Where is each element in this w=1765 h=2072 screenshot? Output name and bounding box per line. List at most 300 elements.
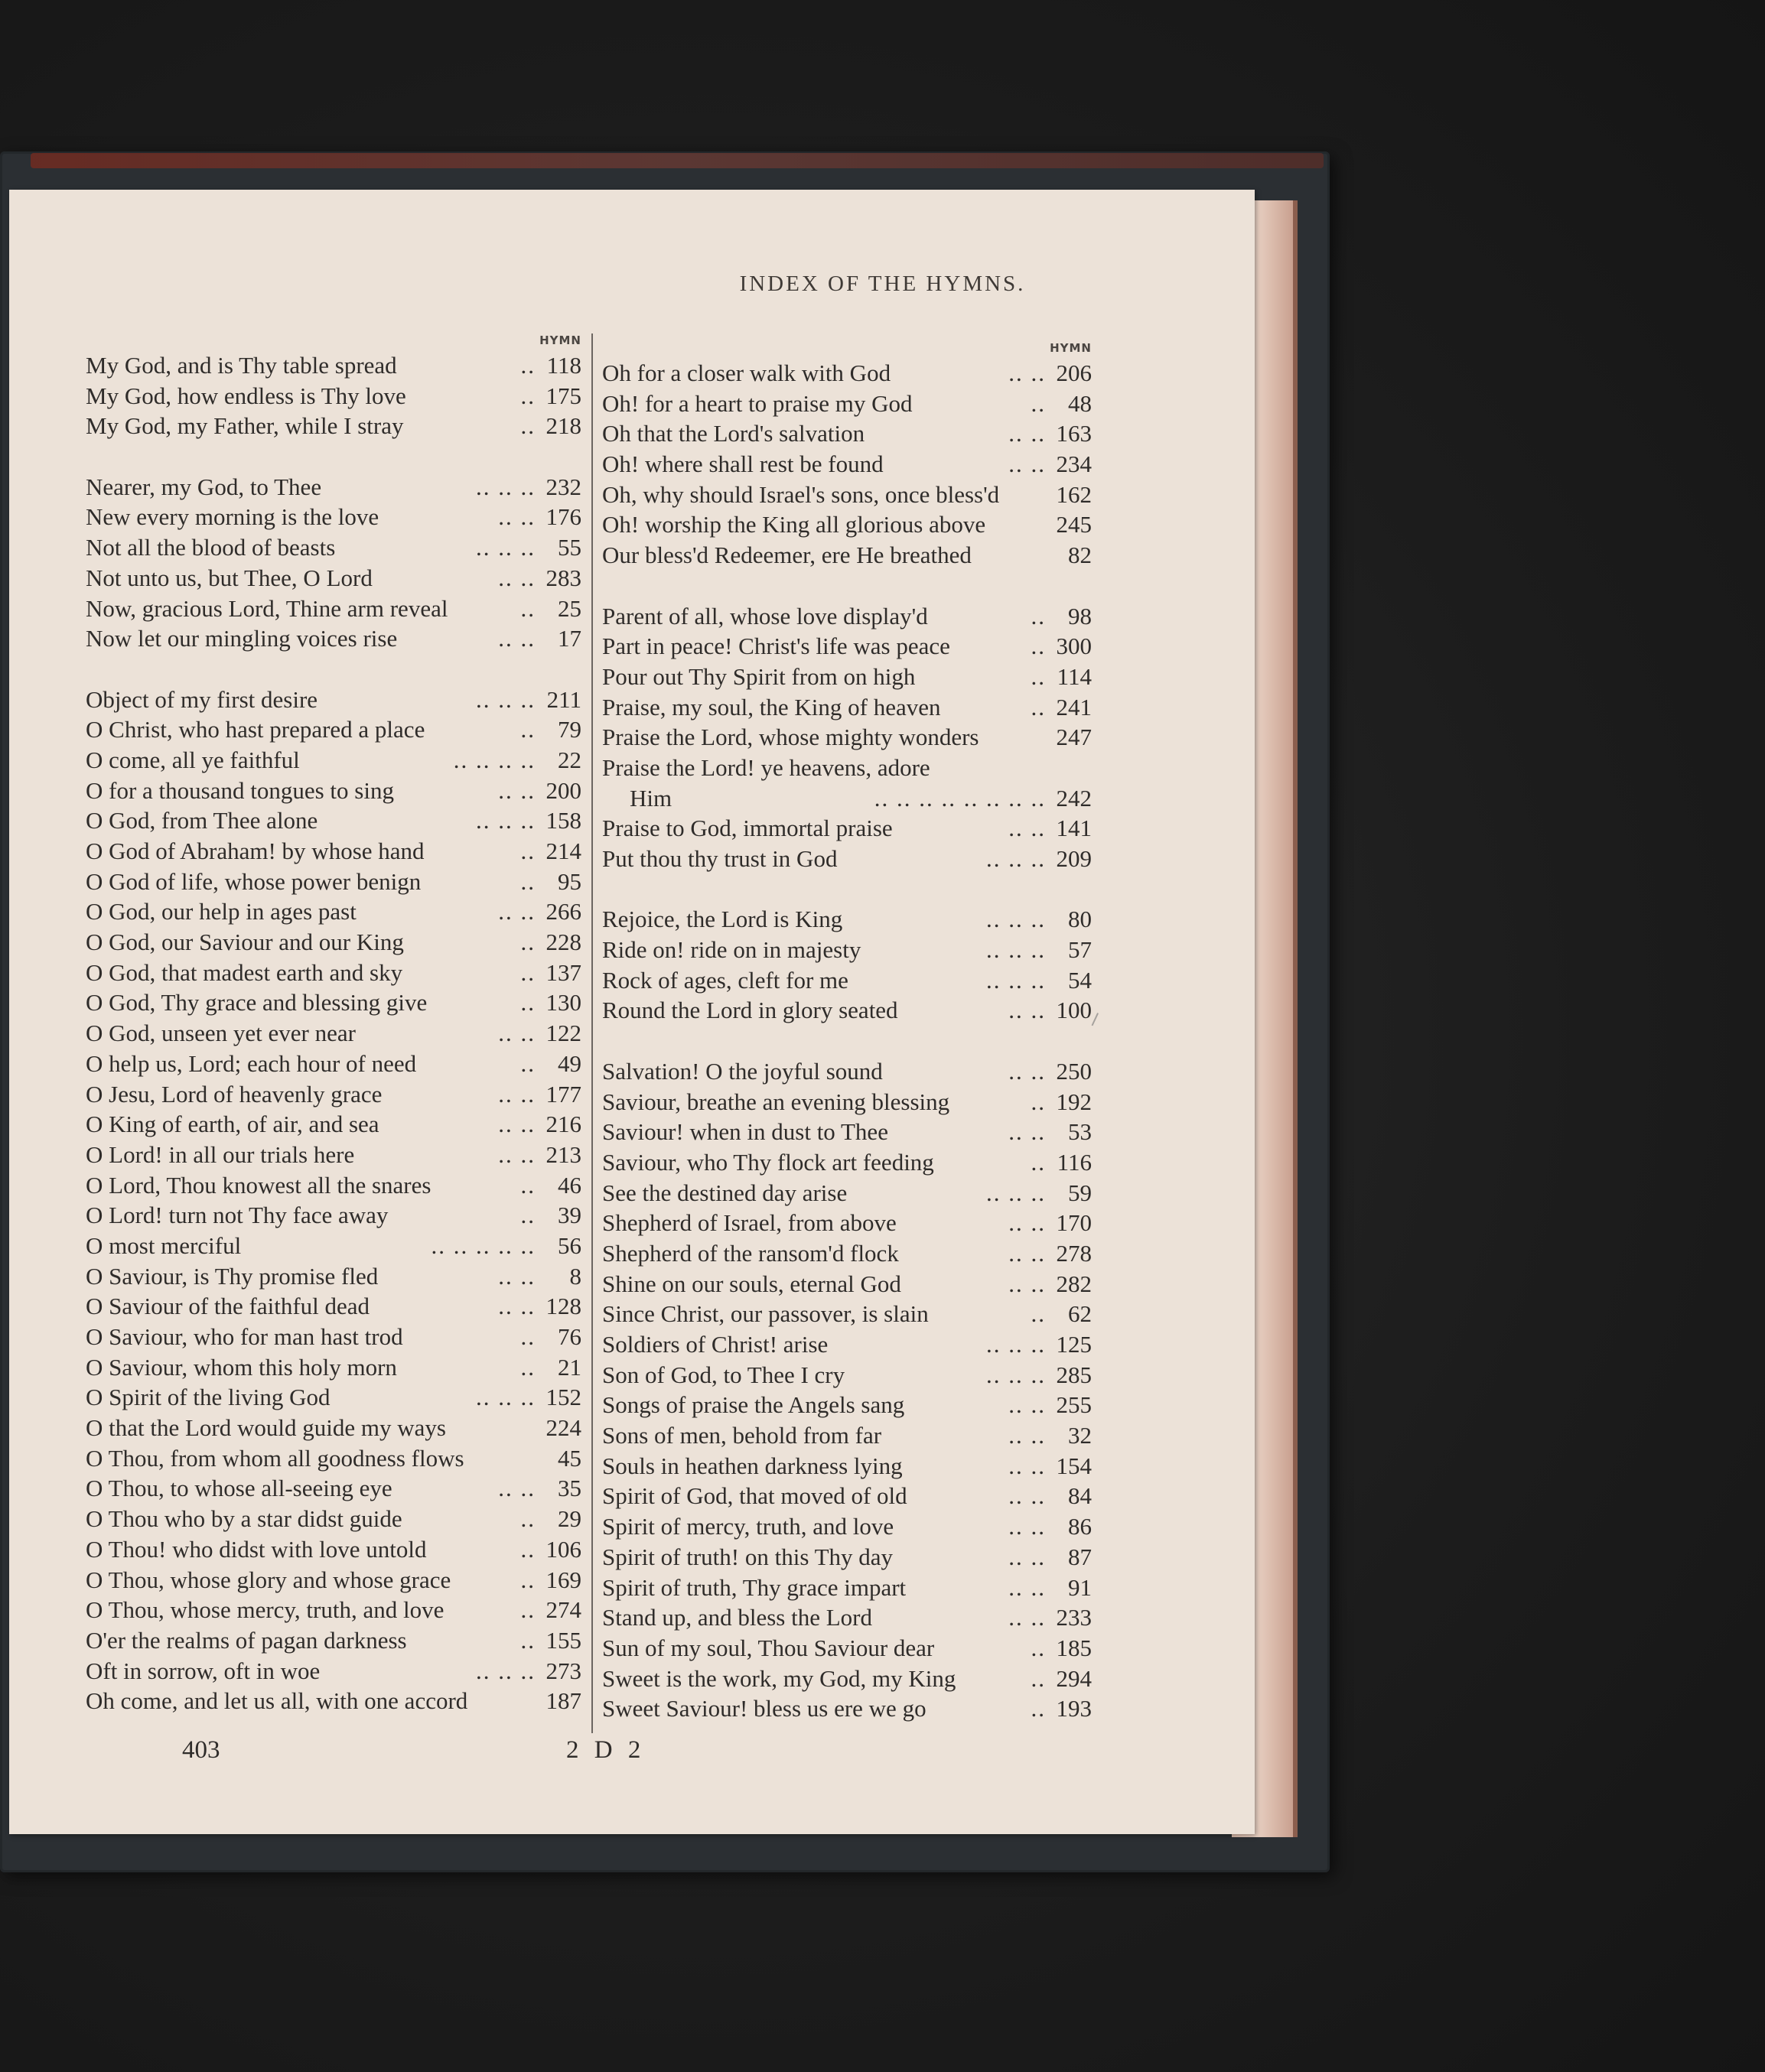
leader-dots: .. <box>520 838 536 864</box>
index-entry <box>86 1261 581 1292</box>
leader-dots: .. .. .. <box>986 1179 1046 1206</box>
hymn-number: 100 <box>1056 997 1092 1024</box>
hymn-title: Son of God, to Thee I cry <box>602 1361 845 1388</box>
hymn-title: O God, from Thee alone <box>86 807 318 834</box>
hymn-number: 245 <box>1056 511 1092 538</box>
index-entry <box>602 692 1092 723</box>
hymn-number: 76 <box>558 1323 581 1350</box>
index-entry <box>602 358 1092 389</box>
index-entry <box>86 1200 581 1231</box>
hymn-title: Salvation! O the joyful sound <box>602 1057 883 1085</box>
index-entry <box>86 1018 581 1049</box>
hymn-number: 125 <box>1056 1331 1092 1358</box>
hymn-number: 141 <box>1056 815 1092 842</box>
leader-dots: .. .. .. <box>986 1331 1046 1358</box>
index-entry <box>86 594 581 624</box>
leader-dots: .. .. .. .. .. .. .. .. <box>874 784 1046 812</box>
leader-dots: .. <box>1031 1300 1046 1328</box>
hymn-number: 39 <box>558 1202 581 1229</box>
hymn-number: 154 <box>1056 1452 1092 1479</box>
hymn-title: Object of my first desire <box>86 685 318 713</box>
leader-dots: .. <box>520 412 536 440</box>
hymn-number: 106 <box>545 1535 581 1563</box>
hymn-title: O Saviour of the faithful dead <box>86 1293 370 1320</box>
hymn-number: 114 <box>1057 662 1092 690</box>
hymn-number: 209 <box>1056 845 1092 872</box>
index-entry <box>602 1573 1092 1603</box>
leader-dots: .. .. <box>498 564 536 591</box>
hymn-title: Saviour! when in dust to Thee <box>602 1118 888 1146</box>
hymn-title: Sons of men, behold from far <box>602 1422 882 1449</box>
index-entry <box>86 1656 581 1687</box>
leader-dots: .. .. <box>1008 359 1046 386</box>
leader-dots: .. <box>520 1353 536 1381</box>
signature-mark: 2 D 2 <box>566 1736 646 1764</box>
index-entry <box>602 1542 1092 1573</box>
index-entry <box>602 509 1092 540</box>
leader-dots: .. <box>1031 662 1046 690</box>
hymn-title: Our bless'd Redeemer, ere He breathed <box>602 542 972 569</box>
hymn-title: My God, my Father, while I stray <box>86 412 404 440</box>
hymn-number: 242 <box>1056 784 1092 812</box>
hymn-number: 247 <box>1056 724 1092 751</box>
index-entry <box>602 1329 1092 1360</box>
leader-dots: .. <box>520 1535 536 1563</box>
leader-dots: .. .. .. <box>476 1657 536 1684</box>
index-entry <box>86 502 581 532</box>
hymn-title: O Thou! who didst with love untold <box>86 1535 427 1563</box>
index-entry <box>602 1602 1092 1633</box>
leader-dots: .. <box>1031 1695 1046 1722</box>
index-entry <box>602 935 1092 965</box>
leader-dots: .. <box>520 382 536 409</box>
hymn-title: O Thou, whose glory and whose grace <box>86 1566 451 1593</box>
hymn-title: Oft in sorrow, oft in woe <box>86 1657 321 1684</box>
index-entry <box>86 350 581 381</box>
hymn-title: My God, and is Thy table spread <box>86 352 397 379</box>
leader-dots: .. .. <box>498 1140 536 1168</box>
hymn-title: O King of earth, of air, and sea <box>86 1111 379 1138</box>
leader-dots: .. .. <box>1008 451 1046 478</box>
index-entry <box>602 1481 1092 1511</box>
hymn-title: Saviour, breathe an evening blessing <box>602 1088 950 1115</box>
hymn-number: 48 <box>1068 389 1092 417</box>
hymn-number: 294 <box>1056 1664 1092 1692</box>
hymn-number: 79 <box>558 716 581 743</box>
hymn-number: 54 <box>1068 966 1092 994</box>
leader-dots: .. .. .. <box>986 845 1046 872</box>
index-entry <box>602 1360 1092 1391</box>
index-entry <box>602 813 1092 844</box>
index-entry <box>86 1291 581 1322</box>
hymn-number: 158 <box>545 807 581 834</box>
hymn-title: O God, Thy grace and blessing give <box>86 989 428 1016</box>
hymn-title: Part in peace! Christ's life was peace <box>602 633 950 660</box>
leader-dots: .. .. <box>1008 1513 1046 1540</box>
leader-dots: .. .. <box>1008 1604 1046 1631</box>
right-index-list <box>602 358 1092 1724</box>
hymn-title: Oh! for a heart to praise my God <box>602 389 913 417</box>
index-entry <box>602 965 1092 996</box>
column-heading: HYMN <box>1050 341 1092 355</box>
hymn-title: O Saviour, is Thy promise fled <box>86 1262 379 1290</box>
index-entry <box>86 1565 581 1595</box>
page-number: 403 <box>182 1736 220 1764</box>
hymn-title: Praise, my soul, the King of heaven <box>602 693 941 720</box>
index-entry <box>602 1390 1092 1420</box>
index-entry <box>86 1625 581 1656</box>
index-entry <box>86 1473 581 1504</box>
leader-dots: .. .. <box>1008 1543 1046 1570</box>
leader-dots: .. .. <box>498 1111 536 1138</box>
leader-dots: .. .. <box>1008 1209 1046 1237</box>
hymn-number: 35 <box>558 1475 581 1502</box>
hymn-number: 56 <box>558 1231 581 1259</box>
hymn-title: Rejoice, the Lord is King <box>602 906 843 933</box>
hymn-number: 86 <box>1068 1513 1092 1540</box>
leader-dots: .. <box>1031 389 1046 417</box>
index-entry <box>602 1056 1092 1087</box>
index-entry <box>86 1413 581 1443</box>
index-entry <box>86 836 581 867</box>
hymn-title: Pour out Thy Spirit from on high <box>602 662 916 690</box>
index-entry <box>86 1443 581 1474</box>
hymn-number: 273 <box>545 1657 581 1684</box>
hymn-title: Spirit of truth, Thy grace impart <box>602 1573 907 1601</box>
hymn-number: 228 <box>545 929 581 956</box>
hymn-title: Round the Lord in glory seated <box>602 997 898 1024</box>
leader-dots: .. <box>1031 1148 1046 1176</box>
index-entry <box>602 995 1092 1026</box>
hymn-title: O Thou who by a star didst guide <box>86 1505 402 1533</box>
hymn-number: 98 <box>1068 602 1092 629</box>
leader-dots: .. .. .. <box>986 906 1046 933</box>
hymn-number: 84 <box>1068 1482 1092 1510</box>
leader-dots: .. <box>520 1505 536 1533</box>
hymn-number: 233 <box>1056 1604 1092 1631</box>
leader-dots: .. <box>520 867 536 895</box>
leader-dots: .. .. <box>1008 1118 1046 1146</box>
leader-dots: .. .. <box>498 1293 536 1320</box>
index-entry <box>602 389 1092 419</box>
hymn-title: Now, gracious Lord, Thine arm reveal <box>86 594 448 622</box>
index-entry <box>602 631 1092 662</box>
hymn-title: O God, our Saviour and our King <box>86 929 404 956</box>
index-entry <box>86 623 581 654</box>
leader-dots: .. <box>1031 602 1046 629</box>
index-entry <box>86 745 581 776</box>
hymn-number: 49 <box>558 1049 581 1077</box>
leader-dots: .. <box>520 1323 536 1350</box>
leader-dots: .. .. <box>498 1475 536 1502</box>
hymn-number: 206 <box>1056 359 1092 386</box>
index-entry <box>602 1087 1092 1117</box>
index-entry <box>86 1231 581 1261</box>
hymn-title: O Lord, Thou knowest all the snares <box>86 1171 431 1199</box>
leader-dots: .. .. <box>1008 1239 1046 1267</box>
hymn-number: 8 <box>569 1262 581 1290</box>
hymn-number: 255 <box>1056 1391 1092 1419</box>
index-entry <box>602 1664 1092 1694</box>
leader-dots: .. <box>520 958 536 986</box>
hymn-title: O'er the realms of pagan darkness <box>86 1626 407 1654</box>
hymn-title: O Saviour, who for man hast trod <box>86 1323 403 1350</box>
leader-dots: .. <box>520 1566 536 1593</box>
index-entry <box>602 449 1092 480</box>
page-header: INDEX OF THE HYMNS. <box>739 272 1026 296</box>
hymn-title: O Thou, whose mercy, truth, and love <box>86 1596 445 1624</box>
hymn-title: Praise to God, immortal praise <box>602 815 893 842</box>
leader-dots: .. <box>520 1202 536 1229</box>
hymn-title: O help us, Lord; each hour of need <box>86 1049 417 1077</box>
index-entry <box>86 1686 581 1716</box>
hymn-title: O Thou, to whose all-seeing eye <box>86 1475 392 1502</box>
hymn-number: 152 <box>545 1384 581 1411</box>
hymn-number: 185 <box>1056 1634 1092 1661</box>
index-entry <box>86 411 581 441</box>
hymn-title: O that the Lord would guide my ways <box>86 1414 446 1442</box>
hymn-title: O God of Abraham! by whose hand <box>86 838 425 864</box>
hymn-number: 274 <box>545 1596 581 1624</box>
leader-dots: .. .. .. .. <box>453 746 536 773</box>
index-entry <box>602 783 1092 814</box>
index-entry <box>86 896 581 927</box>
leader-dots: .. .. <box>1008 997 1046 1024</box>
index-entry <box>86 1140 581 1170</box>
hymn-number: 130 <box>545 989 581 1016</box>
hymn-number: 17 <box>558 625 581 652</box>
hymn-title: Shine on our souls, eternal God <box>602 1270 901 1297</box>
hymn-title: See the destined day arise <box>602 1179 848 1206</box>
index-entry <box>602 1238 1092 1269</box>
hymn-number: 87 <box>1068 1543 1092 1570</box>
leader-dots: .. <box>520 989 536 1016</box>
hymn-title: O Lord! in all our trials here <box>86 1140 355 1168</box>
index-entry <box>602 1633 1092 1664</box>
hymn-number: 59 <box>1068 1179 1092 1206</box>
hymn-title: O God of life, whose power benign <box>86 867 422 895</box>
hymn-number: 266 <box>545 898 581 925</box>
index-entry <box>86 685 581 715</box>
hymn-title: Not unto us, but Thee, O Lord <box>86 564 373 591</box>
hymn-title: My God, how endless is Thy love <box>86 382 406 409</box>
hymn-number: 175 <box>545 382 581 409</box>
leader-dots: .. .. .. <box>986 966 1046 994</box>
leader-dots: .. .. .. .. .. <box>431 1231 536 1259</box>
hymn-number: 232 <box>545 473 581 500</box>
hymn-number: 155 <box>545 1626 581 1654</box>
hymn-title: O Christ, who hast prepared a place <box>86 716 425 743</box>
hymn-title: Shepherd of Israel, from above <box>602 1209 897 1237</box>
index-entry <box>602 1117 1092 1147</box>
hymn-number: 82 <box>1068 542 1092 569</box>
hymn-number: 283 <box>545 564 581 591</box>
hymn-title: New every morning is the love <box>86 503 379 531</box>
index-entry <box>86 927 581 958</box>
hymn-title: Spirit of truth! on this Thy day <box>602 1543 894 1570</box>
index-entry <box>602 1147 1092 1178</box>
hymn-title: Put thou thy trust in God <box>602 845 838 872</box>
index-entry <box>602 601 1092 632</box>
hymn-title: Saviour, who Thy flock art feeding <box>602 1148 934 1176</box>
hymn-title: Oh for a closer walk with God <box>602 359 891 386</box>
leader-dots: .. <box>520 1596 536 1624</box>
leader-dots: .. .. <box>1008 1573 1046 1601</box>
hymn-title: O for a thousand tongues to sing <box>86 776 394 804</box>
index-entry <box>602 844 1092 874</box>
index-entry <box>602 1178 1092 1208</box>
leader-dots: .. <box>1031 633 1046 660</box>
hymn-title: O God, that madest earth and sky <box>86 958 403 986</box>
hymn-number: 46 <box>558 1171 581 1199</box>
hymn-title: Ride on! ride on in majesty <box>602 936 861 964</box>
hymn-title: Sweet Saviour! bless us ere we go <box>602 1695 926 1722</box>
leader-dots: .. .. <box>498 898 536 925</box>
hymn-number: 80 <box>1068 906 1092 933</box>
hymn-number: 137 <box>545 958 581 986</box>
hymn-number: 25 <box>558 594 581 622</box>
left-column <box>86 333 581 1716</box>
leader-dots: .. .. .. <box>476 1384 536 1411</box>
index-entry <box>602 1511 1092 1542</box>
hymn-number: 193 <box>1056 1695 1092 1722</box>
left-index-list <box>86 350 581 1716</box>
hymn-title: Soldiers of Christ! arise <box>602 1331 829 1358</box>
hymn-number: 285 <box>1056 1361 1092 1388</box>
hymn-number: 234 <box>1056 451 1092 478</box>
index-entry <box>602 418 1092 449</box>
index-entry <box>602 1299 1092 1329</box>
index-entry <box>602 540 1092 571</box>
leader-dots: .. .. .. <box>476 685 536 713</box>
hymn-title: Rock of ages, cleft for me <box>602 966 848 994</box>
hymn-number: 278 <box>1056 1239 1092 1267</box>
index-entry <box>602 480 1092 510</box>
leader-dots: .. <box>520 1626 536 1654</box>
hymn-title: Now let our mingling voices rise <box>86 625 398 652</box>
leader-dots: .. .. .. <box>476 473 536 500</box>
leader-dots: .. .. <box>1008 1391 1046 1419</box>
hymn-title: Souls in heathen darkness lying <box>602 1452 903 1479</box>
index-entry <box>86 381 581 411</box>
leader-dots: .. .. <box>1008 1482 1046 1510</box>
hymn-title: O God, unseen yet ever near <box>86 1020 356 1047</box>
hymn-title: Him <box>630 784 672 812</box>
hymn-title: Oh, why should Israel's sons, once bless'd <box>602 480 1000 508</box>
hymn-title: Nearer, my God, to Thee <box>86 473 322 500</box>
index-entry <box>602 1208 1092 1238</box>
leader-dots: .. .. <box>1008 1452 1046 1479</box>
index-entry <box>86 1534 581 1565</box>
hymn-title: O God, our help in ages past <box>86 898 357 925</box>
hymn-number: 62 <box>1068 1300 1092 1328</box>
column-divider <box>591 333 593 1733</box>
leader-dots: .. <box>1031 1664 1046 1692</box>
hymn-title: Praise the Lord! ye heavens, adore <box>602 753 930 781</box>
leader-dots: .. .. <box>1008 1270 1046 1297</box>
index-entry <box>602 1420 1092 1451</box>
cover-worn-edge <box>31 153 1324 168</box>
hymn-number: 192 <box>1056 1088 1092 1115</box>
index-entry <box>602 722 1092 753</box>
leader-dots: .. .. <box>1008 815 1046 842</box>
hymn-number: 213 <box>545 1140 581 1168</box>
hymn-number: 21 <box>558 1353 581 1381</box>
hymn-title: Oh that the Lord's salvation <box>602 420 865 447</box>
leader-dots: .. .. <box>1008 1057 1046 1085</box>
hymn-title: O come, all ye faithful <box>86 746 300 773</box>
hymn-title: Praise the Lord, whose mighty wonders <box>602 724 979 751</box>
index-entry <box>602 1693 1092 1724</box>
hymn-title: Spirit of mercy, truth, and love <box>602 1513 894 1540</box>
index-entry <box>86 987 581 1018</box>
hymn-number: 200 <box>545 776 581 804</box>
hymn-number: 29 <box>558 1505 581 1533</box>
hymn-number: 250 <box>1056 1057 1092 1085</box>
index-entry <box>86 1079 581 1110</box>
hymn-number: 177 <box>545 1080 581 1108</box>
hymn-number: 218 <box>545 412 581 440</box>
hymn-title: Oh! where shall rest be found <box>602 451 884 478</box>
leader-dots: .. <box>520 1171 536 1199</box>
index-entry <box>602 753 1092 783</box>
index-entry <box>86 563 581 594</box>
index-entry <box>86 1352 581 1383</box>
index-entry <box>602 904 1092 935</box>
hymn-number: 187 <box>545 1687 581 1715</box>
hymn-title: Sweet is the work, my God, my King <box>602 1664 956 1692</box>
hymn-number: 53 <box>1068 1118 1092 1146</box>
index-entry <box>86 958 581 988</box>
hymn-title: Parent of all, whose love display'd <box>602 602 928 629</box>
leader-dots: .. <box>520 1049 536 1077</box>
leader-dots: .. <box>520 929 536 956</box>
index-entry <box>86 805 581 836</box>
leader-dots: .. .. <box>498 1020 536 1047</box>
index-entry <box>86 1382 581 1413</box>
hymn-number: 122 <box>545 1020 581 1047</box>
hymn-number: 300 <box>1056 633 1092 660</box>
hymn-number: 170 <box>1056 1209 1092 1237</box>
leader-dots: .. <box>1031 1634 1046 1661</box>
index-entry <box>86 867 581 897</box>
leader-dots: .. .. <box>1008 420 1046 447</box>
hymn-title: Spirit of God, that moved of old <box>602 1482 907 1510</box>
leader-dots: .. <box>1031 693 1046 720</box>
hymn-number: 32 <box>1068 1422 1092 1449</box>
hymn-title: Oh! worship the King all glorious above <box>602 511 986 538</box>
hymn-number: 163 <box>1056 420 1092 447</box>
leader-dots: .. .. <box>498 1080 536 1108</box>
index-entry <box>86 1504 581 1534</box>
hymn-title: Oh come, and let us all, with one accord <box>86 1687 468 1715</box>
index-entry <box>602 662 1092 692</box>
hymn-number: 162 <box>1056 480 1092 508</box>
leader-dots: .. <box>520 352 536 379</box>
hymn-title: O Spirit of the living God <box>86 1384 331 1411</box>
hymn-number: 118 <box>546 352 581 379</box>
leader-dots: .. .. <box>1008 1422 1046 1449</box>
hymn-title: O Saviour, whom this holy morn <box>86 1353 397 1381</box>
hymn-title: Not all the blood of beasts <box>86 534 336 561</box>
hymn-number: 214 <box>545 838 581 864</box>
index-entry <box>86 1109 581 1140</box>
hymn-title: O Lord! turn not Thy face away <box>86 1202 389 1229</box>
index-entry <box>86 1322 581 1352</box>
leader-dots: .. .. .. <box>476 534 536 561</box>
index-entry <box>602 1451 1092 1482</box>
leader-dots: .. .. <box>498 1262 536 1290</box>
